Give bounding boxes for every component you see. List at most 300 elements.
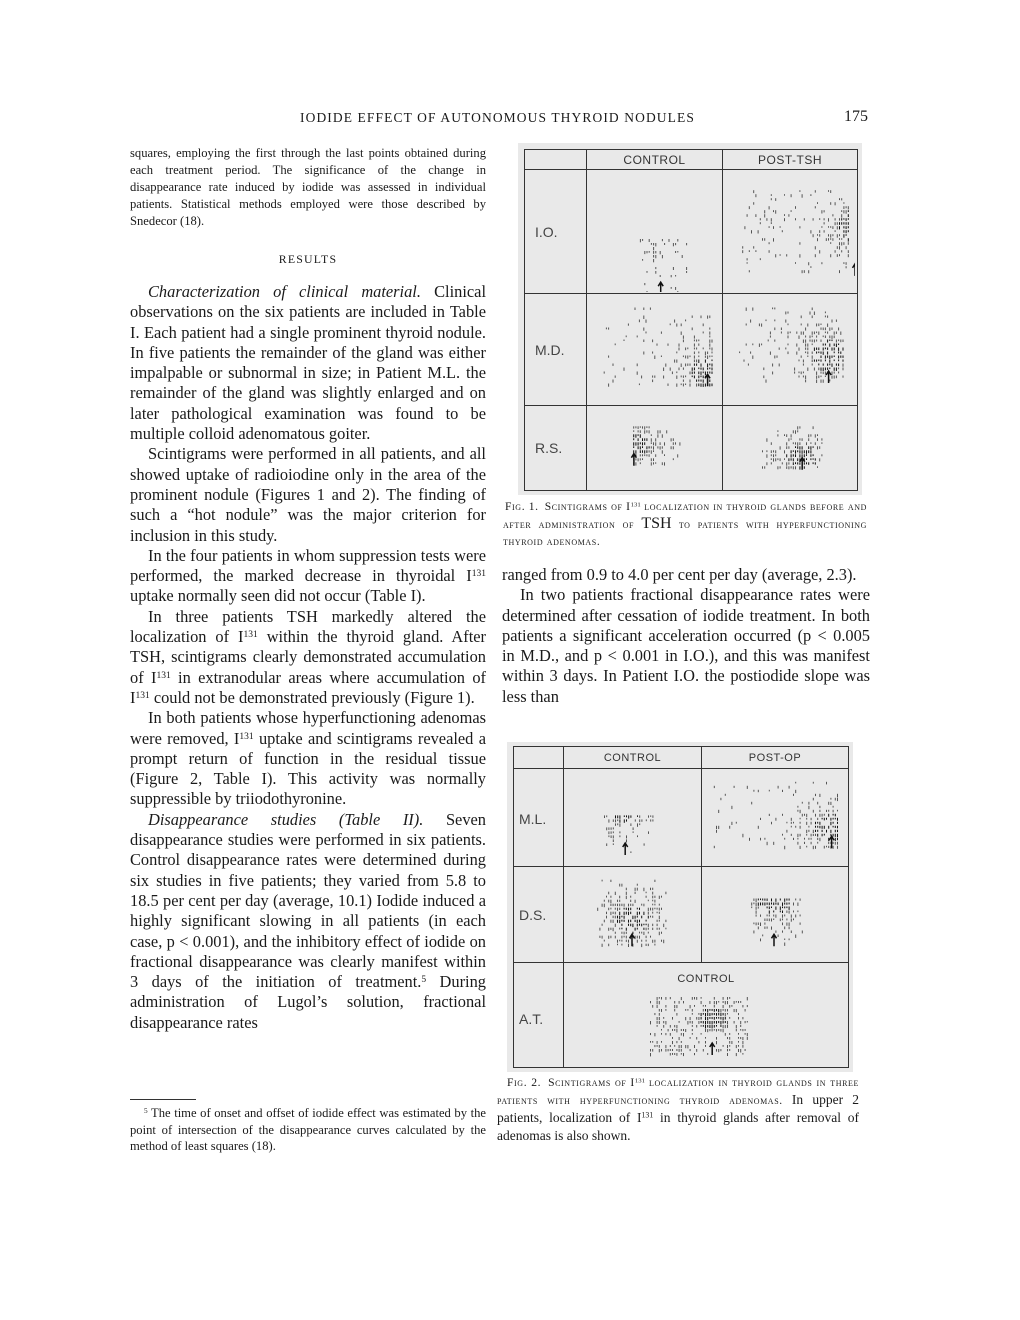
scan-dot	[683, 1053, 684, 1056]
scan-dot	[826, 818, 827, 820]
scan-dot	[613, 843, 614, 845]
scan-dot	[764, 214, 765, 217]
scan-dot	[653, 247, 654, 250]
scan-dot	[848, 242, 849, 245]
scan-dot	[734, 1021, 735, 1024]
scan-dot	[703, 380, 704, 383]
scan-dot	[694, 997, 695, 999]
scan-dot	[843, 364, 844, 367]
scan-dot	[742, 1017, 743, 1019]
arrow-up-icon	[772, 934, 777, 946]
scan-dot	[744, 360, 745, 362]
paragraph-cessation: In two patients fractional disappearance rates were determined after cessation of iodide treatment. In both patients a significant acceleration occurred (p < 0.005 in M.D., and p < 0.001 in I.O.), and this was manifest within 3 days. In Patient I.O. the postiodide slope was less than	[502, 585, 870, 706]
scan-dot	[742, 1053, 743, 1055]
scan-dot	[819, 826, 820, 829]
scan-dot	[817, 202, 818, 204]
scan-dot	[833, 814, 834, 816]
scan-dot	[692, 997, 693, 1000]
scan-dot	[826, 810, 827, 812]
scan-dot	[632, 924, 633, 927]
scan-dot	[769, 206, 770, 209]
scan-dot	[806, 814, 807, 817]
scan-dot	[653, 462, 654, 464]
scan-dot	[617, 823, 618, 825]
scan-dot	[705, 1041, 706, 1044]
scan-dot	[646, 446, 647, 449]
scan-dot	[613, 835, 614, 838]
scan-dot	[789, 911, 790, 914]
scan-dot	[675, 442, 676, 444]
scan-dot	[793, 466, 794, 469]
scan-dot	[800, 923, 801, 925]
scan-dot	[821, 454, 822, 456]
scan-dot	[791, 915, 792, 918]
scan-dot	[685, 384, 686, 386]
scan-dot	[624, 904, 625, 907]
scan-dot	[681, 1053, 682, 1055]
scan-dot	[821, 352, 822, 354]
scan-dot	[662, 450, 663, 453]
scan-dot	[641, 940, 642, 942]
scan-dot	[801, 372, 802, 375]
scan-dot	[832, 336, 833, 339]
scan-dot	[615, 819, 616, 822]
figure-2-row-ml: M.L.	[519, 811, 547, 827]
scan-dot	[800, 915, 801, 917]
scan-dot	[679, 1021, 680, 1023]
scan-dot	[640, 239, 641, 242]
scan-dot	[696, 1037, 697, 1040]
scan-dot	[651, 458, 652, 461]
scan-dot	[694, 352, 695, 355]
scan-dot	[833, 810, 834, 813]
results-heading: RESULTS	[278, 252, 338, 266]
scan-dot	[799, 454, 800, 457]
scan-dot	[769, 226, 770, 228]
scan-dot	[848, 222, 849, 225]
scan-dot	[610, 912, 611, 915]
scan-dot	[784, 218, 785, 221]
scan-dot	[685, 1045, 686, 1048]
scan-dot	[621, 944, 622, 946]
scan-dot	[630, 920, 631, 922]
scan-dot	[805, 328, 806, 331]
scan-dot	[649, 430, 650, 433]
scan-dot	[805, 376, 806, 380]
scan-dot	[795, 218, 796, 220]
scan-dot	[807, 356, 808, 358]
scan-dot	[637, 912, 638, 915]
scan-dot	[745, 1049, 746, 1051]
scan-dot	[843, 230, 844, 233]
scan-dot	[771, 927, 772, 930]
scan-dot	[813, 426, 814, 429]
scan-dot	[766, 320, 767, 322]
scan-dot	[727, 1049, 728, 1051]
scan-dot	[613, 364, 614, 366]
scan-dot	[764, 899, 765, 901]
scan-dot	[679, 344, 680, 347]
scan-dot	[679, 1049, 680, 1052]
scan-dot	[834, 348, 835, 351]
scan-dot	[785, 348, 786, 350]
scan-dot	[808, 434, 809, 437]
footnote-ref[interactable]: 5	[421, 974, 427, 985]
scan-dot	[742, 1005, 743, 1007]
scan-dot	[805, 340, 806, 343]
scan-dot	[775, 210, 776, 214]
scan-dot	[701, 372, 702, 375]
scan-dot	[808, 262, 809, 265]
scan-dot	[837, 818, 838, 821]
scan-dot	[681, 324, 682, 327]
scan-dot	[806, 450, 807, 454]
scan-dot	[782, 834, 783, 836]
scan-dot	[610, 900, 611, 904]
scan-dot	[602, 936, 603, 939]
scan-dot	[769, 919, 770, 922]
scan-dot	[786, 911, 787, 913]
scan-dot	[608, 900, 609, 903]
scan-dot	[806, 442, 807, 445]
scan-dot	[806, 818, 807, 820]
scan-dot	[723, 1005, 724, 1008]
scan-dot	[661, 356, 662, 358]
scan-dot	[793, 822, 794, 824]
scan-dot	[643, 888, 644, 892]
scan-dot	[660, 275, 661, 277]
scan-dot	[676, 372, 677, 374]
scan-dot	[657, 908, 658, 910]
scan-dot	[694, 1005, 695, 1007]
scan-dot	[701, 1001, 702, 1004]
scan-dot	[679, 442, 680, 445]
scan-dot	[694, 348, 695, 350]
scan-dot	[649, 450, 650, 452]
figure-2-col-post-op: POST-OP	[702, 747, 848, 769]
scan-dot	[782, 931, 783, 933]
scan-dot	[833, 822, 834, 824]
scan-dot	[825, 336, 826, 339]
scan-dot	[692, 1025, 693, 1027]
scan-dot	[655, 271, 656, 274]
scan-dot	[640, 446, 641, 449]
scan-dot	[685, 348, 686, 351]
scan-dot	[630, 823, 631, 826]
scan-dot	[703, 1025, 704, 1027]
scan-dot	[788, 466, 789, 469]
scan-dot	[652, 376, 653, 378]
scan-dot	[786, 254, 787, 256]
scan-dot	[821, 226, 822, 228]
scan-dot	[834, 360, 835, 362]
scan-dot	[803, 332, 804, 335]
scan-dot	[771, 458, 772, 460]
scan-dot	[799, 450, 800, 453]
scintigram-io-post-tsh	[723, 170, 855, 292]
scan-dot	[835, 834, 836, 837]
scan-dot	[626, 896, 627, 899]
scan-dot	[630, 851, 631, 853]
scan-dot	[621, 920, 622, 922]
scan-dot	[848, 250, 849, 253]
scan-dot	[825, 368, 826, 371]
scan-dot	[782, 907, 783, 909]
scan-dot	[807, 324, 808, 327]
scan-dot	[602, 924, 603, 926]
scan-dot	[775, 454, 776, 456]
scan-dot	[653, 442, 654, 445]
scan-dot	[816, 332, 817, 334]
scan-dot	[674, 1053, 675, 1055]
scan-dot	[818, 332, 819, 335]
scan-dot	[804, 450, 805, 453]
scan-dot	[784, 943, 785, 946]
scan-dot	[784, 458, 785, 460]
scan-dot	[829, 344, 830, 347]
scan-dot	[753, 246, 754, 248]
scan-dot	[712, 368, 713, 371]
scan-dot	[644, 438, 645, 441]
scan-dot	[701, 1025, 702, 1027]
scan-dot	[793, 442, 794, 444]
scan-dot	[654, 940, 655, 943]
scan-dot	[698, 372, 699, 375]
scan-dot	[796, 352, 797, 355]
scan-dot	[819, 814, 820, 817]
scan-dot	[639, 920, 640, 923]
scan-dot	[709, 336, 710, 338]
subheading-clinical-material: Characterization of clinical material.	[148, 282, 421, 301]
scan-dot	[683, 384, 684, 387]
footnote: $^5$ The time of onset and offset of iodide effect was estimated by the point of intersection of the disappearance curves calculated by the method of least squares (18).	[130, 1105, 486, 1153]
scan-dot	[808, 462, 809, 465]
scan-dot	[643, 316, 644, 320]
scan-dot	[782, 814, 783, 816]
scan-dot	[747, 258, 748, 260]
scan-dot	[736, 1053, 737, 1056]
scan-dot	[703, 1021, 704, 1024]
scan-dot	[802, 931, 803, 934]
scan-dot	[615, 936, 616, 939]
page-number: 175	[844, 108, 868, 125]
figure-2-at-control-label: CONTROL	[677, 973, 735, 985]
scan-dot	[650, 1033, 651, 1035]
scan-dot	[705, 352, 706, 356]
scan-dot	[799, 372, 800, 374]
scan-dot	[670, 1049, 671, 1051]
scan-dot	[681, 332, 682, 335]
scan-dot	[633, 827, 634, 830]
scan-dot	[683, 1029, 684, 1031]
scan-dot	[659, 1045, 660, 1048]
scan-dot	[774, 308, 775, 310]
scan-dot	[838, 340, 839, 342]
scan-dot	[843, 222, 844, 224]
scan-dot	[615, 344, 616, 346]
scan-dot	[738, 1037, 739, 1039]
scan-dot	[608, 944, 609, 947]
scan-dot	[712, 340, 713, 343]
scan-dot	[646, 320, 647, 323]
scan-dot	[848, 230, 849, 232]
scan-dot	[621, 904, 622, 906]
scan-dot	[784, 434, 785, 436]
scan-dot	[771, 462, 772, 464]
scan-dot	[655, 462, 656, 464]
scan-dot	[832, 348, 833, 351]
scan-dot	[791, 194, 792, 197]
scan-dot	[664, 243, 665, 245]
scan-dot	[692, 1029, 693, 1031]
scan-dot	[657, 912, 658, 914]
scan-dot	[648, 924, 649, 927]
scan-dot	[643, 352, 644, 355]
scan-dot	[615, 924, 616, 927]
scan-dot	[661, 896, 662, 898]
scan-dot	[668, 1029, 669, 1031]
scan-dot	[791, 826, 792, 828]
scan-dot	[806, 830, 807, 833]
scan-dot	[819, 458, 820, 461]
scan-dot	[804, 842, 805, 844]
scan-dot	[839, 246, 840, 249]
scan-dot	[646, 332, 647, 334]
scan-dot	[657, 920, 658, 922]
scan-dot	[829, 340, 830, 342]
scan-dot	[804, 270, 805, 273]
scan-dot	[637, 372, 638, 375]
scan-dot	[642, 454, 643, 456]
scan-dot	[791, 434, 792, 437]
scan-dot	[810, 230, 811, 233]
scan-dot	[727, 1001, 728, 1004]
scan-dot	[767, 919, 768, 922]
scan-dot	[760, 218, 761, 220]
scan-dot	[800, 826, 801, 829]
scan-dot	[621, 932, 622, 934]
scan-dot	[604, 940, 605, 942]
scan-dot	[650, 888, 651, 890]
scan-dot	[795, 206, 796, 209]
scan-dot	[624, 819, 625, 822]
scan-dot	[683, 1001, 684, 1003]
scan-dot	[747, 262, 748, 264]
scan-dot	[637, 936, 638, 939]
scan-dot	[659, 912, 660, 914]
scan-dot	[802, 446, 803, 449]
scan-dot	[619, 940, 620, 942]
methods-paragraph: squares, employing the first through the last points obtained during each treatment period. The significance of the change in disappearance rate induced by iodide was assessed in individual patients. Statistical methods employed were those described by Snedecor (18).	[130, 146, 486, 228]
scan-dot	[848, 254, 849, 257]
scan-dot	[651, 446, 652, 448]
scan-dot	[801, 332, 802, 335]
scan-dot	[669, 239, 670, 242]
scan-dot	[817, 234, 818, 236]
scan-dot	[628, 908, 629, 911]
scan-dot	[665, 892, 666, 895]
scan-dot	[610, 880, 611, 882]
scan-dot	[795, 442, 796, 444]
scan-dot	[830, 238, 831, 240]
scan-dot	[843, 376, 844, 378]
scan-dot	[823, 380, 824, 383]
scan-dot	[671, 287, 672, 289]
scan-dot	[638, 430, 639, 432]
scan-dot	[716, 1021, 717, 1024]
scan-dot	[782, 911, 783, 914]
scan-dot	[841, 238, 842, 240]
scan-dot	[725, 1025, 726, 1028]
scan-dot	[846, 218, 847, 221]
scan-dot	[811, 834, 812, 837]
scan-dot	[799, 426, 800, 428]
scan-dot	[659, 1021, 660, 1024]
scan-dot	[621, 940, 622, 942]
scan-dot	[718, 1013, 719, 1015]
scan-dot	[764, 238, 765, 241]
scan-dot	[773, 458, 774, 461]
scan-dot	[815, 206, 816, 208]
scan-dot	[648, 815, 649, 817]
scan-dot	[665, 928, 666, 930]
scan-dot	[659, 1009, 660, 1012]
scan-dot	[824, 230, 825, 232]
scan-dot	[756, 923, 757, 926]
scan-dot	[712, 1029, 713, 1031]
scan-dot	[685, 1029, 686, 1032]
scan-dot	[819, 218, 820, 220]
scan-dot	[663, 1025, 664, 1028]
scintigram-ds-post-op	[702, 867, 846, 961]
scan-dot	[773, 238, 774, 241]
scan-dot	[703, 348, 704, 350]
scan-dot	[810, 450, 811, 453]
scan-dot	[771, 903, 772, 905]
scan-dot	[786, 462, 787, 465]
scan-dot	[777, 356, 778, 358]
scan-dot	[810, 340, 811, 342]
scan-dot	[705, 1037, 706, 1039]
scan-dot	[810, 458, 811, 460]
scan-dot	[731, 1041, 732, 1044]
scan-dot	[652, 912, 653, 914]
scan-dot	[701, 997, 702, 999]
scan-dot	[619, 835, 620, 837]
scan-dot	[808, 450, 809, 453]
scan-dot	[696, 1049, 697, 1052]
scan-dot	[759, 324, 760, 327]
scan-dot	[788, 344, 789, 346]
scan-dot	[696, 360, 697, 363]
scan-dot	[703, 324, 704, 327]
scan-dot	[725, 794, 726, 796]
scan-dot	[780, 458, 781, 461]
scan-dot	[836, 332, 837, 334]
scan-dot	[639, 912, 640, 915]
scan-dot	[648, 912, 649, 915]
scan-dot	[659, 896, 660, 899]
scan-dot	[676, 1053, 677, 1056]
scan-dot	[815, 246, 816, 249]
scan-dot	[712, 1021, 713, 1024]
scan-dot	[690, 1017, 691, 1020]
scan-dot	[646, 430, 647, 432]
scan-dot	[654, 356, 655, 360]
scan-dot	[709, 1013, 710, 1016]
scan-dot	[843, 340, 844, 343]
scan-dot	[780, 446, 781, 449]
